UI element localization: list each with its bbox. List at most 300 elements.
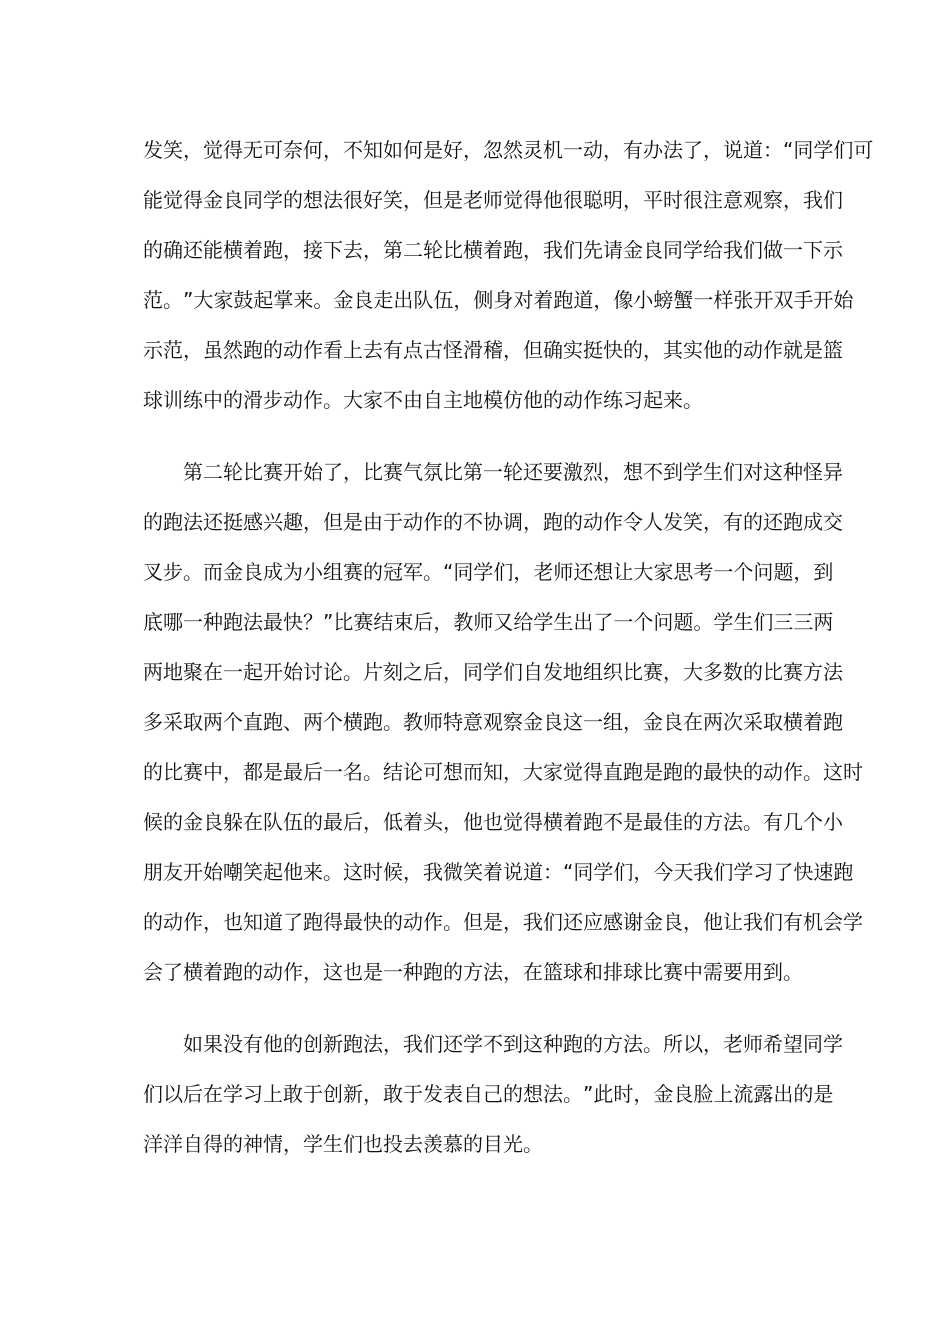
glyph: 师 xyxy=(473,610,494,634)
glyph: 横 xyxy=(223,238,243,262)
glyph: 给 xyxy=(513,610,534,634)
glyph: ， xyxy=(603,138,623,162)
glyph: 个 xyxy=(223,710,243,734)
glyph: 我 xyxy=(403,1032,423,1056)
glyph: 一 xyxy=(583,710,603,734)
glyph: 赛 xyxy=(353,610,374,634)
glyph: 让 xyxy=(613,560,634,584)
glyph: ” xyxy=(323,610,334,634)
glyph: 这 xyxy=(523,1032,543,1056)
glyph: 学 xyxy=(733,860,754,884)
glyph: 得 xyxy=(323,910,343,934)
glyph: 考 xyxy=(693,560,714,584)
glyph: 像 xyxy=(613,288,634,312)
glyph: 所 xyxy=(663,1032,683,1056)
glyph: 下 xyxy=(803,238,823,262)
glyph: 挺 xyxy=(583,338,603,362)
glyph: 们 xyxy=(723,460,743,484)
glyph: 底 xyxy=(143,610,163,634)
glyph: 他 xyxy=(703,338,723,362)
glyph: ， xyxy=(403,188,423,212)
glyph: 师 xyxy=(553,560,574,584)
glyph: 还 xyxy=(763,510,783,534)
glyph: 还 xyxy=(443,1032,463,1056)
glyph: 方 xyxy=(803,660,823,684)
glyph: 想 xyxy=(523,1082,543,1106)
glyph: 开 xyxy=(813,288,834,312)
glyph: 起 xyxy=(243,660,263,684)
glyph: 但 xyxy=(323,510,343,534)
glyph: 来 xyxy=(293,288,314,312)
glyph: 怪 xyxy=(443,338,463,362)
glyph: 的 xyxy=(793,1082,814,1106)
glyph: ， xyxy=(703,138,723,162)
glyph: 取 xyxy=(763,710,783,734)
glyph: 金 xyxy=(653,1082,674,1106)
glyph: 跑 xyxy=(503,238,523,262)
glyph: 了 xyxy=(593,610,614,634)
glyph: 挺 xyxy=(223,510,243,534)
glyph: 两 xyxy=(813,610,834,634)
glyph: 个 xyxy=(323,710,343,734)
glyph: 方 xyxy=(703,810,723,834)
glyph: ， xyxy=(643,338,663,362)
glyph: 发 xyxy=(543,660,563,684)
glyph: 赛 xyxy=(183,760,203,784)
glyph: 请 xyxy=(603,238,623,262)
glyph: 个 xyxy=(803,810,823,834)
glyph: 实 xyxy=(563,338,583,362)
glyph: 同 xyxy=(793,138,814,162)
glyph: 躲 xyxy=(223,810,243,834)
glyph: 的 xyxy=(283,1032,303,1056)
text-line xyxy=(143,660,843,684)
glyph: 动 xyxy=(403,510,423,534)
glyph: 这 xyxy=(763,460,783,484)
glyph: 个 xyxy=(633,610,654,634)
glyph: 很 xyxy=(343,188,363,212)
text-line: 洋洋自得的神情，学生们也投去羡慕的目光。 xyxy=(143,1132,543,1156)
glyph: 机 xyxy=(543,138,563,162)
glyph: 们 xyxy=(743,238,763,262)
glyph: ， xyxy=(363,1082,383,1106)
glyph: ， xyxy=(363,810,383,834)
glyph: 时 xyxy=(613,1082,634,1106)
glyph xyxy=(143,460,163,484)
text-line xyxy=(143,510,843,534)
glyph: 己 xyxy=(483,1082,503,1106)
glyph: 还 xyxy=(573,560,594,584)
glyph: 动 xyxy=(283,338,303,362)
glyph: 着 xyxy=(483,238,503,262)
glyph: 是 xyxy=(343,510,363,534)
glyph: ， xyxy=(603,460,623,484)
glyph: 想 xyxy=(593,560,614,584)
glyph: 想 xyxy=(443,760,463,784)
glyph: 了 xyxy=(323,460,343,484)
glyph: 赛 xyxy=(343,560,363,584)
glyph: 创 xyxy=(323,1082,343,1106)
glyph: 金 xyxy=(643,910,663,934)
glyph: 两 xyxy=(703,710,723,734)
glyph: 方 xyxy=(603,1032,623,1056)
glyph: 得 xyxy=(223,138,243,162)
glyph: ， xyxy=(323,138,343,162)
glyph: 赛 xyxy=(783,660,803,684)
glyph: 观 xyxy=(483,710,503,734)
glyph: 后 xyxy=(343,810,363,834)
glyph: 在 xyxy=(203,660,223,684)
glyph: 金 xyxy=(203,188,223,212)
glyph: 采 xyxy=(743,710,763,734)
glyph: 上 xyxy=(263,1082,283,1106)
glyph: 跑 xyxy=(553,288,574,312)
glyph: 生 xyxy=(703,460,723,484)
glyph: 跑 xyxy=(363,710,383,734)
glyph: 了 xyxy=(283,910,303,934)
glyph: 知 xyxy=(243,910,263,934)
glyph: 意 xyxy=(723,188,743,212)
glyph: ， xyxy=(403,860,423,884)
glyph: 但 xyxy=(463,910,483,934)
glyph: 得 xyxy=(523,810,543,834)
glyph: 题 xyxy=(673,610,694,634)
glyph: 朋 xyxy=(143,860,163,884)
glyph: 三 xyxy=(773,610,794,634)
glyph: 赛 xyxy=(263,460,283,484)
glyph: ， xyxy=(203,910,223,934)
glyph: 始 xyxy=(283,660,303,684)
glyph: 的 xyxy=(143,910,163,934)
glyph: 办 xyxy=(643,138,663,162)
glyph: 个 xyxy=(733,560,754,584)
glyph: 横 xyxy=(543,810,563,834)
text-line xyxy=(143,1032,843,1056)
glyph: 跑 xyxy=(303,910,323,934)
glyph: 种 xyxy=(783,460,803,484)
glyph: 时 xyxy=(663,188,683,212)
glyph: 着 xyxy=(403,810,423,834)
glyph: 成 xyxy=(803,510,823,534)
glyph: 说 xyxy=(723,138,743,162)
glyph: 良 xyxy=(203,810,223,834)
glyph: 横 xyxy=(783,710,803,734)
glyph: ， xyxy=(593,288,614,312)
glyph: 趣 xyxy=(283,510,303,534)
glyph: 跑 xyxy=(243,338,263,362)
text-line xyxy=(143,238,843,262)
glyph: 赛 xyxy=(643,660,663,684)
glyph: 螃 xyxy=(653,288,674,312)
glyph: 烈 xyxy=(583,460,603,484)
glyph: 跑 xyxy=(563,1032,583,1056)
glyph: 跑 xyxy=(543,510,563,534)
glyph: 良 xyxy=(353,288,374,312)
glyph: 觉 xyxy=(503,188,523,212)
glyph: 着 xyxy=(563,810,583,834)
glyph: 两 xyxy=(303,710,323,734)
glyph: 刻 xyxy=(383,660,403,684)
glyph: 是 xyxy=(623,810,643,834)
glyph: 轮 xyxy=(503,460,523,484)
glyph: 开 xyxy=(263,660,283,684)
glyph: 起 xyxy=(263,860,283,884)
glyph: 感 xyxy=(243,510,263,534)
glyph: 露 xyxy=(753,1082,774,1106)
glyph: 小 xyxy=(823,810,843,834)
glyph: 得 xyxy=(583,760,603,784)
glyph: 教 xyxy=(403,710,423,734)
glyph: 习 xyxy=(243,1082,263,1106)
glyph: 他 xyxy=(263,1032,283,1056)
glyph: 们 xyxy=(563,238,583,262)
glyph: 。 xyxy=(423,560,443,584)
glyph: 他 xyxy=(283,860,303,884)
glyph: 直 xyxy=(603,760,623,784)
text-line xyxy=(143,138,874,162)
glyph: ， xyxy=(703,1032,723,1056)
glyph: 学 xyxy=(813,138,834,162)
glyph: 法 xyxy=(543,1082,563,1106)
glyph: 。 xyxy=(643,1032,663,1056)
glyph: 他 xyxy=(463,810,483,834)
glyph: 小 xyxy=(303,560,323,584)
glyph: 始 xyxy=(833,288,854,312)
glyph: 伍 xyxy=(433,288,454,312)
glyph: 确 xyxy=(163,238,183,262)
glyph: 教 xyxy=(453,610,474,634)
glyph: 跑 xyxy=(823,710,843,734)
glyph: 不 xyxy=(483,1032,503,1056)
glyph: 要 xyxy=(543,460,563,484)
text-line xyxy=(143,338,843,362)
text-line: 球训练中的滑步动作。大家不由自主地模仿他的动作练习起来。 xyxy=(143,388,703,412)
glyph: 同 xyxy=(573,860,594,884)
glyph: 异 xyxy=(823,460,843,484)
glyph: 生 xyxy=(553,610,574,634)
glyph: 给 xyxy=(703,238,723,262)
glyph: ， xyxy=(503,338,523,362)
glyph: 可 xyxy=(853,138,874,162)
glyph: 们 xyxy=(143,1082,163,1106)
glyph: ， xyxy=(523,238,543,262)
glyph: 奈 xyxy=(283,138,303,162)
glyph: 师 xyxy=(743,1032,763,1056)
glyph: 微 xyxy=(443,860,463,884)
glyph: 希 xyxy=(763,1032,783,1056)
glyph: 得 xyxy=(183,188,203,212)
glyph: 三 xyxy=(793,610,814,634)
glyph: 同 xyxy=(463,660,483,684)
glyph: ， xyxy=(783,188,803,212)
glyph: 兴 xyxy=(263,510,283,534)
glyph: 。 xyxy=(693,610,714,634)
glyph xyxy=(143,1032,163,1056)
glyph: ， xyxy=(343,460,363,484)
glyph: 队 xyxy=(263,810,283,834)
glyph: 道 xyxy=(523,860,543,884)
glyph: 金 xyxy=(623,238,643,262)
glyph: 学 xyxy=(843,910,863,934)
glyph: 种 xyxy=(203,610,223,634)
text-line xyxy=(143,810,843,834)
glyph: 片 xyxy=(363,660,383,684)
glyph: 有 xyxy=(783,910,803,934)
glyph: 如 xyxy=(383,138,403,162)
glyph: 们 xyxy=(543,910,563,934)
glyph: 虽 xyxy=(203,338,223,362)
glyph: 敢 xyxy=(383,1082,403,1106)
glyph: 于 xyxy=(303,1082,323,1106)
glyph: 平 xyxy=(643,188,663,212)
glyph: 作 xyxy=(763,338,783,362)
glyph: 后 xyxy=(413,610,434,634)
glyph: 一 xyxy=(693,288,714,312)
glyph: 跑 xyxy=(783,510,803,534)
glyph: 聪 xyxy=(583,188,603,212)
glyph: 数 xyxy=(723,660,743,684)
glyph: 的 xyxy=(683,760,703,784)
glyph: 比 xyxy=(163,760,183,784)
glyph: 良 xyxy=(543,710,563,734)
glyph: 气 xyxy=(403,460,423,484)
glyph: 如 xyxy=(183,1032,203,1056)
glyph: 跑 xyxy=(583,810,603,834)
text-line xyxy=(143,760,863,784)
glyph: 创 xyxy=(303,1032,323,1056)
glyph: 然 xyxy=(503,138,523,162)
glyph: 示 xyxy=(143,338,163,362)
glyph: 这 xyxy=(343,860,363,884)
glyph: 次 xyxy=(723,710,743,734)
glyph: 鼓 xyxy=(233,288,254,312)
glyph: 敢 xyxy=(283,1082,303,1106)
glyph: 可 xyxy=(423,760,443,784)
glyph: 老 xyxy=(533,560,554,584)
glyph: 金 xyxy=(223,560,243,584)
glyph: 作 xyxy=(183,910,203,934)
glyph: 的 xyxy=(743,660,763,684)
glyph: 良 xyxy=(663,710,683,734)
glyph: 开 xyxy=(753,288,774,312)
glyph: 跑 xyxy=(623,760,643,784)
glyph: 下 xyxy=(323,238,343,262)
glyph: 新 xyxy=(343,1082,363,1106)
glyph: 还 xyxy=(183,238,203,262)
glyph: 聚 xyxy=(183,660,203,684)
glyph: 到 xyxy=(503,1032,523,1056)
glyph: 开 xyxy=(183,860,203,884)
glyph: 金 xyxy=(183,810,203,834)
glyph: 学 xyxy=(263,188,283,212)
glyph: 是 xyxy=(443,188,463,212)
glyph: 还 xyxy=(523,460,543,484)
glyph: 比 xyxy=(443,460,463,484)
glyph: 冠 xyxy=(383,560,403,584)
glyph: 在 xyxy=(203,1082,223,1106)
glyph: 跑 xyxy=(263,238,283,262)
glyph: 最 xyxy=(283,760,303,784)
glyph: 灵 xyxy=(523,138,543,162)
glyph: 来 xyxy=(303,860,323,884)
glyph: 友 xyxy=(163,860,183,884)
glyph: 古 xyxy=(423,338,443,362)
glyph: 。 xyxy=(803,760,823,784)
glyph: 跑 xyxy=(343,1032,363,1056)
glyph: 的 xyxy=(143,238,163,262)
glyph: 有 xyxy=(383,338,403,362)
glyph: 同 xyxy=(803,1032,823,1056)
glyph: 的 xyxy=(723,338,743,362)
glyph: 师 xyxy=(483,188,503,212)
glyph: 后 xyxy=(423,660,443,684)
glyph: 想 xyxy=(303,188,323,212)
glyph: 。 xyxy=(343,660,363,684)
glyph: 交 xyxy=(823,510,843,534)
glyph: 着 xyxy=(483,860,503,884)
glyph: 老 xyxy=(463,188,483,212)
glyph: 身 xyxy=(493,288,514,312)
glyph: 二 xyxy=(203,460,223,484)
glyph: 小 xyxy=(633,288,654,312)
glyph: 一 xyxy=(563,138,583,162)
glyph: 果 xyxy=(203,1032,223,1056)
glyph: 直 xyxy=(243,710,263,734)
glyph: 动 xyxy=(583,138,603,162)
glyph: 稽 xyxy=(483,338,503,362)
glyph: 动 xyxy=(743,338,763,362)
glyph: ， xyxy=(703,510,723,534)
glyph: 良 xyxy=(223,188,243,212)
glyph: 篮 xyxy=(823,338,843,362)
glyph: 第 xyxy=(183,460,203,484)
glyph: 名 xyxy=(343,760,363,784)
glyph: 习 xyxy=(753,860,774,884)
glyph: 觉 xyxy=(203,138,223,162)
glyph: 始 xyxy=(303,460,323,484)
glyph: 速 xyxy=(813,860,834,884)
text-line xyxy=(143,560,834,584)
glyph: 觉 xyxy=(563,760,583,784)
glyph: 以 xyxy=(163,1082,183,1106)
glyph: 有 xyxy=(623,138,643,162)
glyph: 不 xyxy=(343,138,363,162)
glyph: 是 xyxy=(643,760,663,784)
glyph: 不 xyxy=(463,510,483,534)
glyph: 是 xyxy=(263,760,283,784)
glyph: 最 xyxy=(343,910,363,934)
glyph: ， xyxy=(453,288,474,312)
glyph: 样 xyxy=(713,288,734,312)
glyph: 们 xyxy=(763,910,783,934)
glyph: ， xyxy=(363,238,383,262)
glyph: 我 xyxy=(803,188,823,212)
glyph: 观 xyxy=(743,188,763,212)
glyph: 跑 xyxy=(833,860,854,884)
glyph: 结 xyxy=(383,760,403,784)
glyph: 也 xyxy=(223,910,243,934)
glyph: 动 xyxy=(403,910,423,934)
glyph: ， xyxy=(283,238,303,262)
glyph: 军 xyxy=(403,560,423,584)
glyph: 让 xyxy=(723,910,743,934)
glyph: 侧 xyxy=(473,288,494,312)
glyph: 学 xyxy=(683,460,703,484)
glyph: 此 xyxy=(593,1082,614,1106)
glyph: 自 xyxy=(463,1082,483,1106)
glyph: 最 xyxy=(703,760,723,784)
glyph xyxy=(163,460,183,484)
